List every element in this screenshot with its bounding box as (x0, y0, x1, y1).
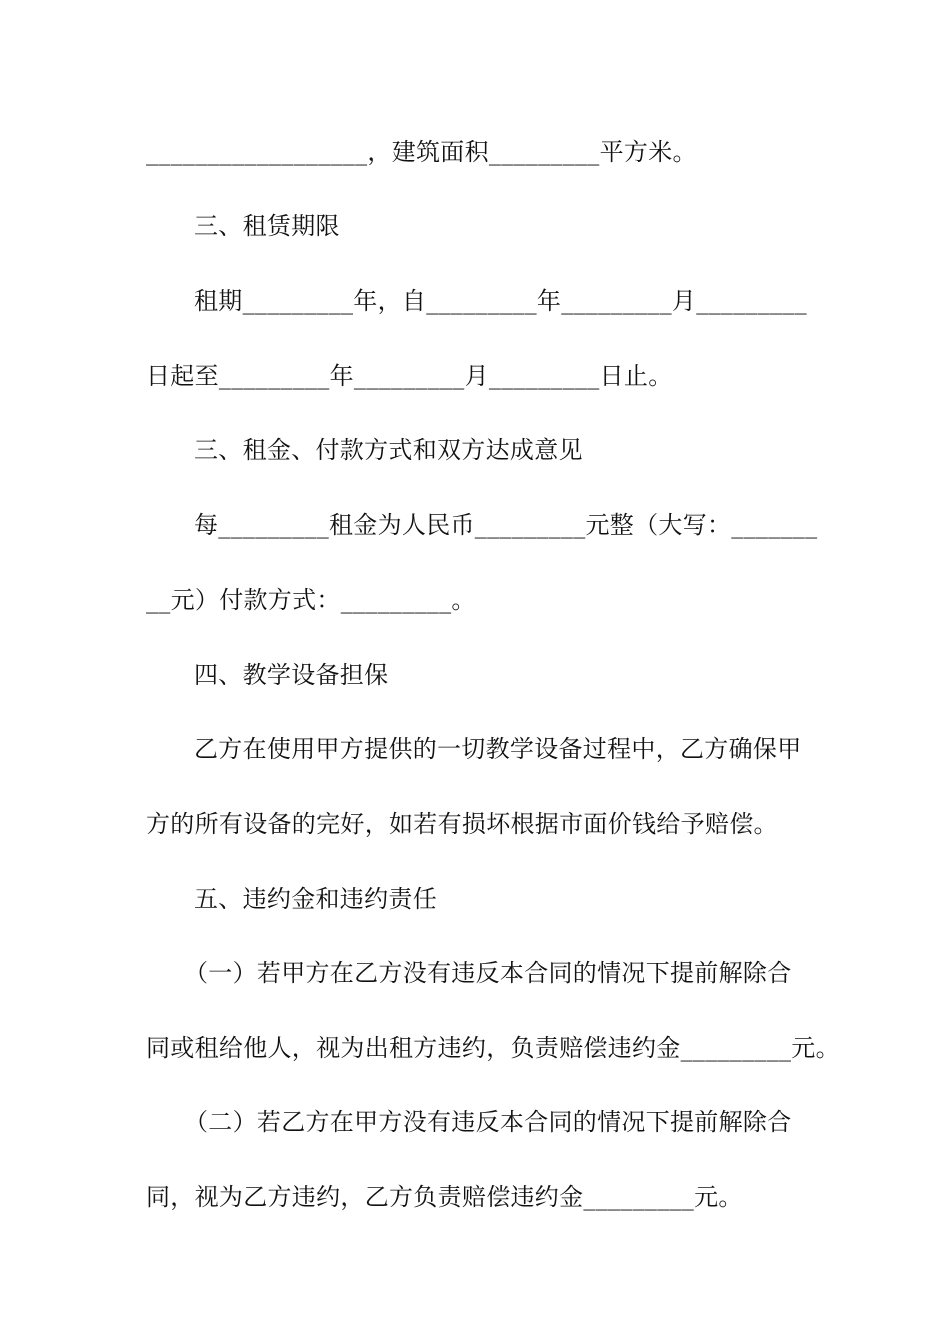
section-heading-breach: 五、违约金和违约责任 (194, 885, 437, 913)
section-heading-equipment: 四、教学设备担保 (194, 661, 389, 689)
lease-term-line-1: 租期_________年，自_________年_________月_________ (194, 287, 807, 315)
breach-clause-2-line-1: （二）若乙方在甲方没有违反本合同的情况下提前解除合 (184, 1108, 792, 1136)
breach-clause-1-line-1: （一）若甲方在乙方没有违反本合同的情况下提前解除合 (184, 959, 792, 987)
section-heading-rent: 三、租金、付款方式和双方达成意见 (194, 436, 583, 464)
equipment-line-2: 方的所有设备的完好，如若有损坏根据市面价钱给予赔偿。 (146, 810, 778, 838)
area-line: __________________，建筑面积_________平方米。 (146, 138, 697, 166)
equipment-line-1: 乙方在使用甲方提供的一切教学设备过程中，乙方确保甲 (194, 735, 802, 763)
breach-clause-1-line-2: 同或租给他人，视为出租方违约，负责赔偿违约金_________元。 (146, 1034, 840, 1062)
breach-clause-2-line-2: 同，视为乙方违约，乙方负责赔偿违约金_________元。 (146, 1183, 743, 1211)
rent-line-2: __元）付款方式：_________。 (146, 586, 476, 614)
section-heading-lease-term: 三、租赁期限 (194, 212, 340, 240)
lease-term-line-2: 日起至_________年_________月_________日止。 (146, 362, 673, 390)
rent-line-1: 每_________租金为人民币_________元整（大写：_______ (194, 511, 818, 539)
